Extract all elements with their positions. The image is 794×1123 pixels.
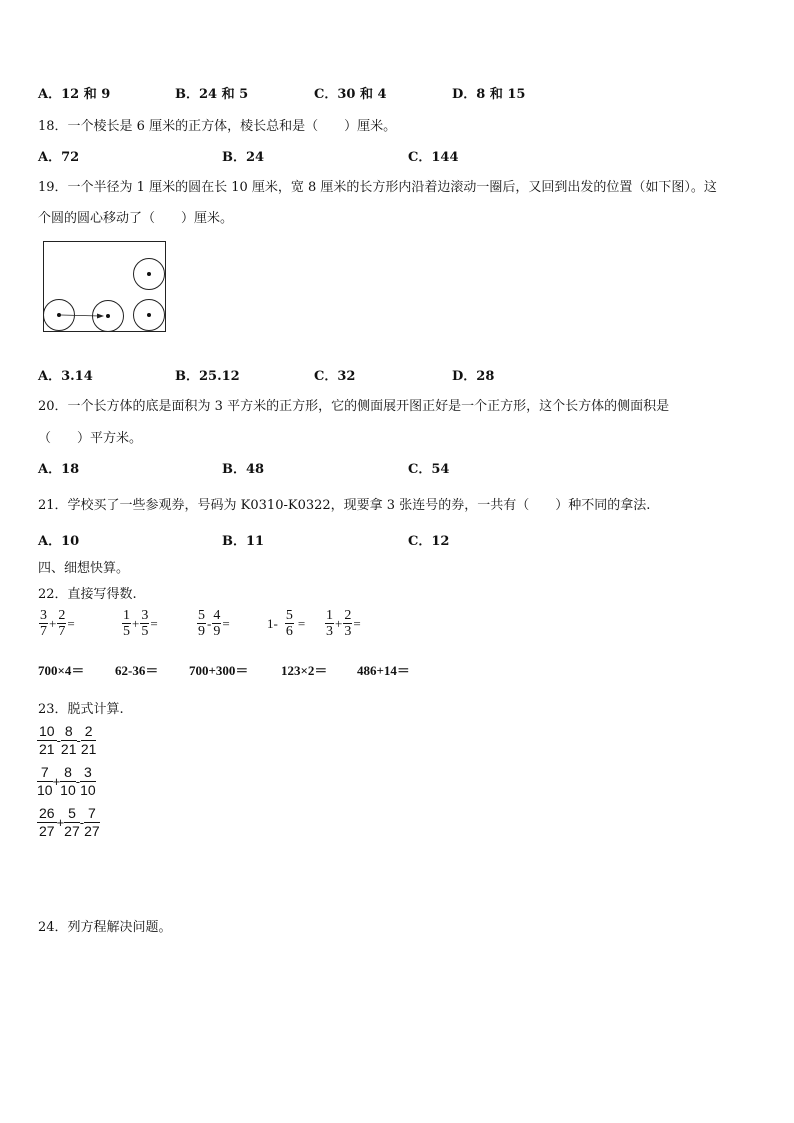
prefix: 1- [267, 615, 278, 631]
denominator: 27 [84, 823, 100, 839]
operator: - [79, 815, 85, 830]
denominator: 10 [60, 782, 76, 798]
operator: + [335, 615, 343, 631]
q23-expression-3 [37, 805, 100, 840]
q20-text-line2: （ ）平方米。 [38, 431, 143, 446]
q22-calc-2: 62-36＝ [115, 663, 159, 678]
numerator: 1 [123, 608, 130, 623]
q22-calc-1: 700×4＝ [38, 663, 85, 678]
denominator: 3 [344, 624, 352, 639]
q19-option-c: C．32 [314, 369, 356, 384]
q19-rolling-circle-figure [38, 238, 170, 336]
q20-text-line1: 20．一个长方体的底是面积为 3 平方米的正方形，它的侧面展开图正好是一个正方形，这个长方体的侧面积是 [38, 399, 670, 414]
denominator: 21 [80, 741, 97, 757]
numerator: 7 [84, 805, 100, 823]
numerator: 3 [40, 608, 47, 623]
numerator: 2 [58, 608, 66, 623]
numerator: 1 [326, 608, 333, 623]
q18-text: 18．一个棱长是 6 厘米的正方体，棱长总和是（ ）厘米。 [38, 119, 397, 134]
denominator: 3 [326, 624, 333, 639]
denominator: 21 [60, 741, 77, 757]
q20-option-b: B．48 [222, 462, 265, 477]
movement-arrow [61, 315, 100, 316]
equals-sign: = [353, 615, 361, 631]
q19-text-line2: 个圆的圆心移动了（ ）厘米。 [38, 211, 234, 226]
q22-fraction-expr-2 [122, 608, 159, 639]
equals-sign: = [222, 615, 230, 631]
rectangle-frame [44, 242, 166, 332]
operator: + [56, 815, 65, 830]
q19-option-d: D．28 [452, 369, 495, 384]
denominator: 5 [141, 624, 149, 639]
numerator: 5 [64, 805, 80, 823]
q22-fraction-expr-5 [325, 608, 362, 639]
q17-option-a: A．12 和 9 [38, 87, 111, 102]
q21-option-c: C．12 [408, 534, 450, 549]
numerator: 3 [141, 608, 149, 623]
q22-calc-3: 700+300＝ [189, 663, 249, 678]
movement-arrowhead [97, 314, 104, 319]
operator: - [207, 615, 212, 631]
denominator: 21 [39, 741, 55, 757]
q17-option-b: B．24 和 5 [175, 87, 249, 102]
operator: + [132, 615, 140, 631]
denominator: 7 [58, 624, 66, 639]
q17-option-d: D．8 和 15 [452, 87, 526, 102]
numerator: 26 [39, 805, 55, 821]
numerator: 2 [344, 608, 352, 623]
denominator: 10 [80, 782, 96, 798]
numerator: 4 [213, 608, 221, 623]
denominator: 5 [123, 624, 130, 639]
q19-option-b: B．25.12 [175, 369, 240, 384]
numerator: 2 [81, 723, 97, 741]
circle-start-center [57, 313, 61, 317]
denominator: 9 [198, 624, 205, 639]
equals-sign: = [67, 615, 75, 631]
numerator: 7 [37, 764, 53, 782]
q18-option-a: A．72 [38, 150, 80, 165]
numerator: 5 [285, 608, 293, 623]
q22-calc-4: 123×2＝ [281, 663, 328, 678]
q21-option-b: B．11 [222, 534, 265, 549]
q21-text: 21．学校买了一些参观券，号码为 K0310-K0322，现要拿 3 张连号的券，一共有（ ）种不同的拿法. [38, 498, 651, 513]
circle-top-center [147, 272, 151, 276]
q22-fraction-expr-3 [197, 608, 231, 639]
q18-option-b: B．24 [222, 150, 265, 165]
q20-option-c: C．54 [408, 462, 450, 477]
q23-expression-1 [37, 723, 96, 758]
q19-option-a: A．3.14 [38, 369, 93, 384]
q22-fraction-expr-1 [39, 608, 76, 639]
denominator: 7 [40, 624, 47, 639]
q23-expression-2 [37, 764, 96, 799]
denominator: 27 [64, 823, 80, 839]
circle-corner-center [147, 313, 151, 317]
q22-title: 22．直接写得数. [38, 587, 137, 602]
operator: - [56, 733, 61, 748]
operator: + [52, 774, 61, 789]
denominator: 6 [285, 624, 293, 639]
operator: - [76, 733, 81, 748]
denominator: 27 [39, 823, 55, 839]
q22-fraction-expr-4 [266, 608, 306, 639]
numerator: 3 [80, 764, 96, 782]
q19-text-line1: 19．一个半径为 1 厘米的圆在长 10 厘米，宽 8 厘米的长方形内沿着边滚动一圈后，又回到出发的位置（如下图）。这 [38, 180, 717, 195]
q20-option-a: A．18 [38, 462, 80, 477]
numerator: 5 [198, 608, 205, 623]
q18-option-c: C．144 [408, 150, 459, 165]
equals-sign: = [297, 615, 306, 631]
q23-title: 23．脱式计算. [38, 702, 124, 717]
operator: + [49, 615, 57, 631]
q17-option-c: C．30 和 4 [314, 87, 387, 102]
numerator: 8 [60, 764, 76, 782]
numerator: 10 [39, 723, 55, 739]
q24-title: 24．列方程解决问题。 [38, 920, 172, 935]
numerator: 8 [61, 723, 77, 741]
equals-sign: = [150, 615, 158, 631]
circle-middle-center [106, 314, 110, 318]
q21-option-a: A．10 [38, 534, 80, 549]
q22-calc-5: 486+14＝ [357, 663, 410, 678]
section-4-title: 四、细想快算。 [38, 561, 130, 576]
denominator: 10 [37, 782, 53, 798]
operator: - [75, 774, 81, 789]
denominator: 9 [213, 624, 221, 639]
